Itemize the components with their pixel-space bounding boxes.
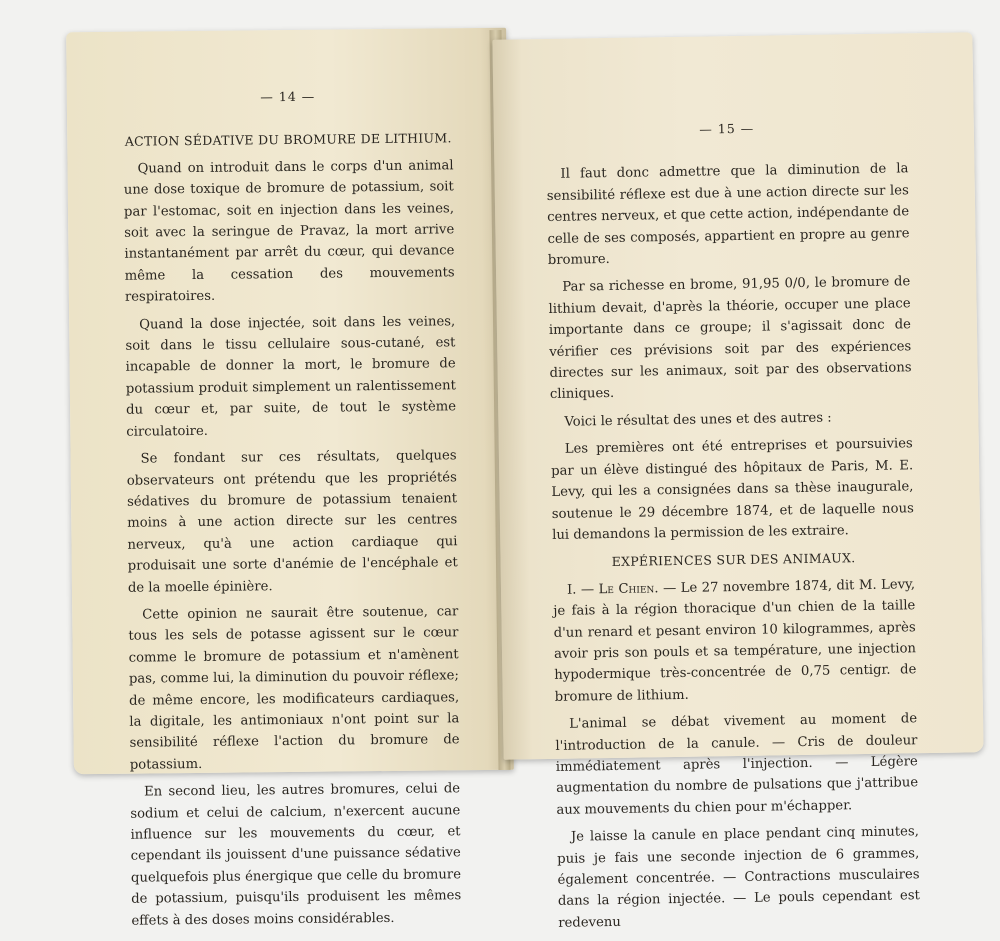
case-paragraph: [553, 574, 917, 708]
paragraph: Se fondant sur ces résultats, quelques observateurs ont prétendu que les propriétés sédatives du bromure de potassium tenaient moins à une action directe sur les centres nerveux, qu'à une action cardiaque qui produisait une sorte d'anémie de l'encéphale et de la moelle épinière.: [126, 448, 458, 596]
paragraph: Les premières ont été entreprises et poursuivies par un élève distingué des hôpitaux de Paris, M. E. Levy, qui les a consignées dans sa thèse inaugurale, soutenue le 29 décembre 1874, et de laquelle nous lui demandons la permission de les extraire.: [551, 436, 914, 543]
case-label: I. — Le Chien.: [566, 580, 659, 598]
paragraph: Il faut donc admettre que la diminution de la sensibilité réflexe est due à une action directe sur les centres nerveux, et que cette action, indépendante de celle de ses composés, appartient en propre au genre bromure.: [546, 161, 910, 269]
right-page-text: [546, 115, 921, 940]
paragraph: Voici le résultat des unes et des autres :: [564, 410, 832, 430]
paragraph: Quand la dose injectée, soit dans les veines, soit dans le tissu cellulaire sous-cutané, est incapable de donner la mort, le bromure de potassium produit simplement un ralentissement du cœur et, par suite, de tout le système circulatoire.: [125, 313, 457, 440]
paragraph: Quand on introduit dans le corps d'un animal une dose toxique de bromure de potassium, soit par l'estomac, soit en injection dans les veines, soit avec la seringue de Pravaz, la mort arrive instantanément par arrêt du cœur, qui devance même la cessation des mouvements respiratoires.: [123, 158, 455, 305]
left-page-text: [123, 84, 462, 937]
case-text: — Le 27 novembre 1874, dit M. Levy, je fais à la région thoracique d'un chien de la taille d'un renard et pesant environ 10 kilogrammes, après avoir pris son pouls et sa température, une injection hypodermique très-concentrée de 0,75 centigr. de bromure de lithium.: [553, 576, 917, 705]
experiments-heading: EXPÉRIENCES SUR DES ANIMAUX.: [611, 550, 856, 570]
paragraph: L'animal se débat vivement au moment de l'introduction de la canule. — Cris de douleur immédiatement après l'injection. — Légère augmentation du nombre de pulsations que j'attribue aux mouvements du chien pour m'échapper.: [555, 711, 919, 818]
paragraph: Je laisse la canule en place pendant cinq minutes, puis je fais une seconde injection de 6 grammes, également concentrée. — Contractions musculaires dans la région injectée. — Le pouls cependant est redevenu: [557, 824, 920, 931]
paragraph: Cette opinion ne saurait être soutenue, car tous les sels de potasse agissent sur le cœur comme le bromure de potassium et n'amènent pas, comme lui, la diminution du pouvoir réflexe; de même encore, les modificateurs cardiaques, la digitale, les antimoniaux n'ont point sur la sensibilité réflexe l'action du bromure de potassium.: [128, 604, 460, 773]
section-heading: ACTION SÉDATIVE DU BROMURE DE LITHIUM.: [124, 130, 452, 150]
paragraph: En second lieu, les autres bromures, celui de sodium et celui de calcium, n'exercent aucune influence sur les mouvements du cœur, et cependant ils jouissent d'une puissance sédative quelquefois plus énergique que celle du bromure de potassium, puisqu'ils produisent les mêmes effets à des doses moins considérables.: [130, 781, 462, 929]
paragraph: Par sa richesse en brome, 91,95 0/0, le bromure de lithium devait, d'après la théorie, occuper une place importante dans ce groupe; il s'agissait donc de vérifier ces prévisions soit par des expériences directes sur les animaux, soit par des observations cliniques.: [548, 274, 912, 403]
right-page: [492, 32, 983, 931]
left-page: [66, 28, 514, 929]
right-page-number: — 15 —: [699, 120, 755, 137]
left-page-number: — 14 —: [260, 88, 316, 105]
